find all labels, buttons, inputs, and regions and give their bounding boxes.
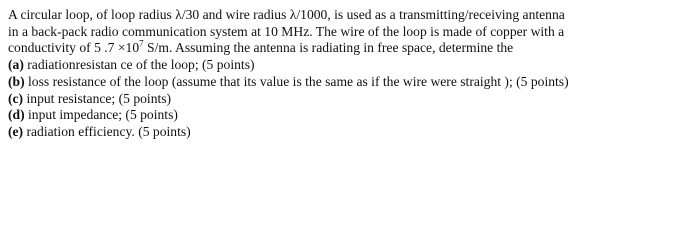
question-parts-list bbox=[8, 57, 684, 141]
part-text: radiationresistan ce of the loop; (5 points) bbox=[23, 57, 255, 73]
statement-line-3 bbox=[8, 40, 684, 57]
part-text: input impedance; (5 points) bbox=[24, 107, 178, 123]
question-part-c bbox=[8, 91, 684, 108]
question-part-e bbox=[8, 124, 684, 141]
part-text: loss resistance of the loop (assume that its value is the same as if the wire were straight ); (5 points) bbox=[24, 73, 569, 89]
problem-statement bbox=[8, 7, 684, 57]
part-letter: (e) bbox=[8, 123, 24, 139]
part-letter: (d) bbox=[8, 107, 25, 123]
question-part-b bbox=[8, 74, 684, 91]
statement-line-2: in a back-pack radio communication system at 10 MHz. The wire of the loop is made of copper with a bbox=[8, 23, 565, 39]
part-letter: (b) bbox=[8, 73, 25, 89]
problem-text-block bbox=[8, 7, 684, 141]
part-text: input resistance; (5 points) bbox=[23, 90, 172, 106]
exponent: 7 bbox=[139, 38, 144, 49]
statement-line-3-rest: S/m. Assuming the antenna is radiating in free space, determine the bbox=[143, 40, 514, 56]
part-text: radiation efficiency. (5 points) bbox=[23, 123, 191, 139]
part-letter: (c) bbox=[8, 90, 24, 106]
question-part-d bbox=[8, 107, 684, 124]
conductivity-text: conductivity of 5 .7 ×10 bbox=[8, 40, 140, 56]
statement-line-1: A circular loop, of loop radius λ/30 and wire radius λ/1000, is used as a transmitting/receiving antenna bbox=[8, 7, 565, 22]
question-part-a bbox=[8, 57, 684, 74]
part-letter: (a) bbox=[8, 57, 24, 73]
